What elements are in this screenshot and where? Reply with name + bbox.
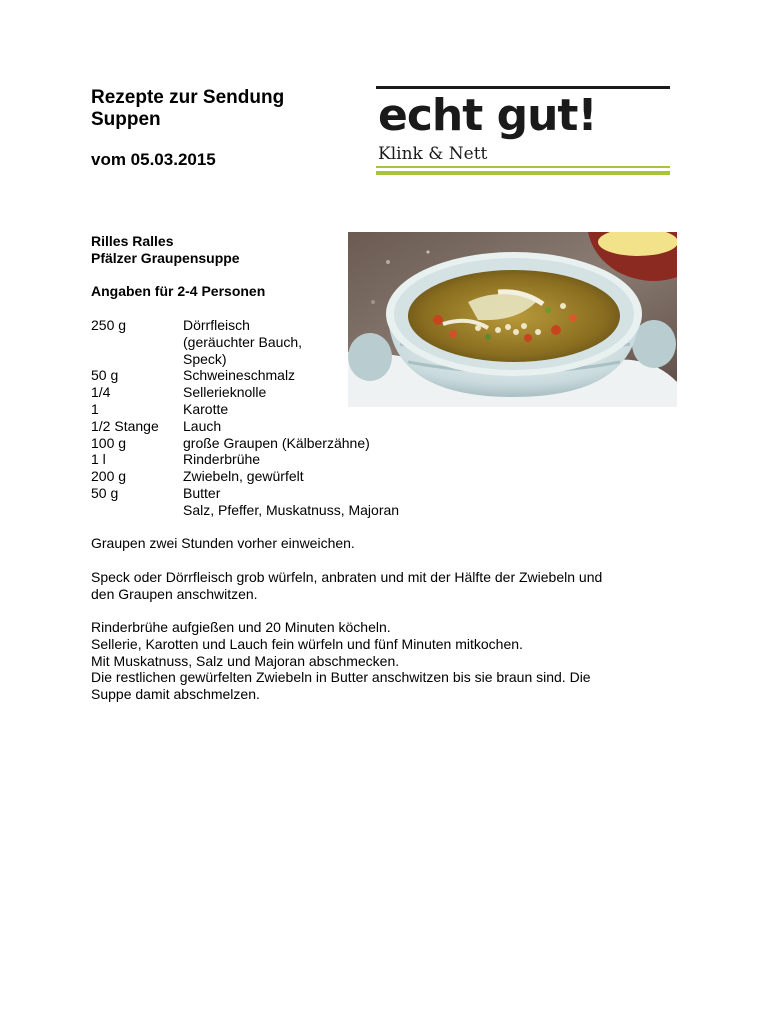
ingredient-qty: 50 g (91, 484, 119, 501)
recipe-heading (91, 233, 240, 267)
title-line-2: Suppen (91, 109, 161, 130)
ingredient-row (91, 435, 399, 452)
ingredient-row (91, 485, 399, 502)
ingredient-row (91, 418, 399, 435)
ingredient-row (91, 451, 399, 468)
ingredient-qty: 1 l (91, 451, 106, 468)
ingredient-name: Dörrfleisch (geräuchter Bauch, Speck) (183, 317, 303, 367)
logo-brand-text: echt gut! (378, 90, 597, 141)
ingredient-qty: 1/4 (91, 384, 111, 401)
broadcast-date: vom 05.03.2015 (91, 150, 216, 169)
ingredient-qty: 200 g (91, 468, 127, 485)
ingredient-name: große Graupen (Kälberzähne) (183, 434, 370, 451)
step-2-text: Speck oder Dörrfleisch grob würfeln, anbraten und mit der Hälfte der Zwiebeln und den Graupen anschwitzen. (91, 569, 603, 602)
show-logo (376, 86, 670, 176)
logo-accent-rule (376, 166, 670, 168)
ingredient-name: Butter (183, 484, 221, 501)
soup-photo (348, 232, 677, 407)
title-line-1: Rezepte zur Sendung (91, 87, 285, 108)
ingredient-name: Salz, Pfeffer, Muskatnuss, Majoran (183, 501, 400, 518)
ingredient-row (91, 502, 399, 519)
ingredient-qty: 100 g (91, 434, 127, 451)
page-title (91, 87, 284, 131)
recipe-portions: Angaben für 2-4 Personen (91, 283, 266, 299)
logo-accent-rule-thick (376, 171, 670, 175)
ingredient-qty: 50 g (91, 367, 119, 384)
ingredient-name: Zwiebeln, gewürfelt (183, 468, 304, 485)
logo-subtitle-text: Klink & Nett (378, 144, 488, 164)
ingredient-name: Rinderbrühe (183, 451, 261, 468)
ingredient-row (91, 468, 399, 485)
ingredient-name: Sellerieknolle (183, 384, 267, 401)
recipe-name: Rilles Ralles (91, 233, 174, 249)
step-3-text: Rinderbrühe aufgießen und 20 Minuten köcheln. Sellerie, Karotten und Lauch fein würfeln und fünf Minuten mitkochen. Mit Muskatnuss, Salz und Majoran abschmecken. Die restlichen gewürfelten Zwiebeln in Butter anschwitzen bis sie braun sind. Die Suppe damit abschmelzen. (91, 619, 591, 703)
recipe-subtitle: Pfälzer Graupensuppe (91, 250, 240, 266)
ingredient-name: Schweineschmalz (183, 367, 296, 384)
soup-photo-graphic (348, 232, 677, 407)
ingredient-qty: 1 (91, 400, 99, 417)
step-1-text: Graupen zwei Stunden vorher einweichen. (91, 535, 355, 551)
ingredient-qty: 250 g (91, 317, 127, 333)
ingredient-qty: 1/2 Stange (91, 417, 159, 434)
ingredient-name: Lauch (183, 417, 222, 434)
ingredient-qty (91, 502, 183, 519)
ingredient-name: Karotte (183, 400, 229, 417)
